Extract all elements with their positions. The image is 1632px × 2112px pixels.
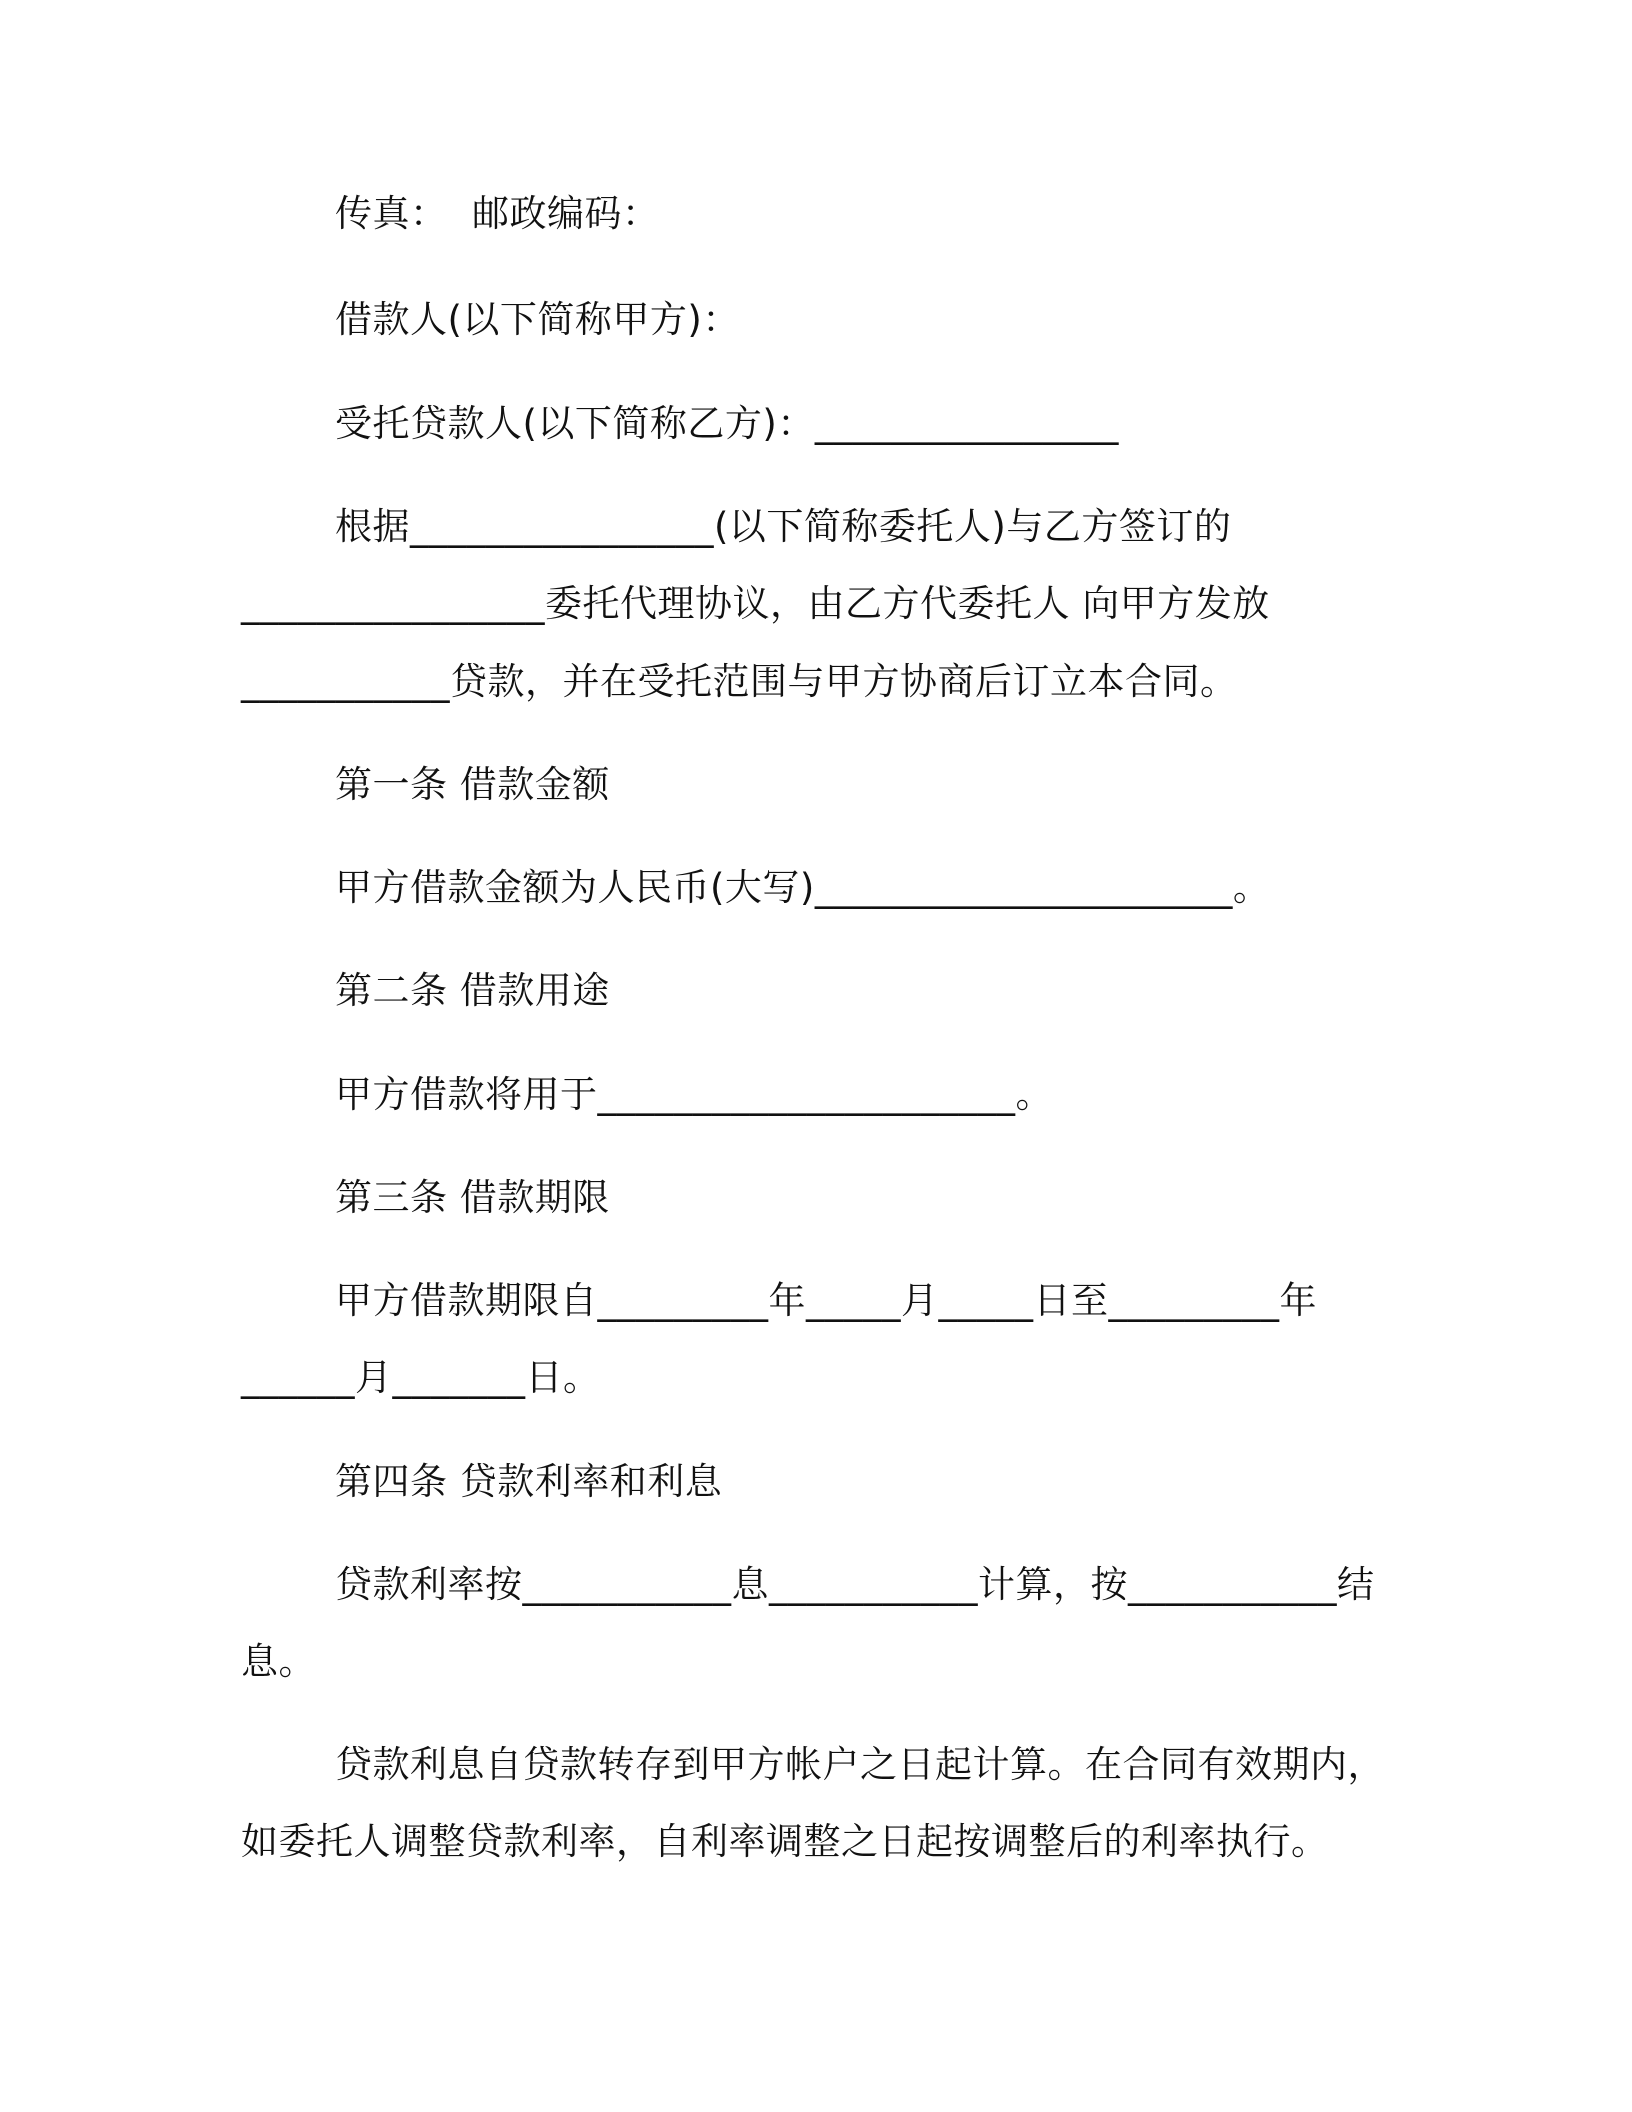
article-3-text-line-2: ______月_______日。 [241,1356,601,1399]
borrower-line: 借款人(以下简称甲方)： [335,298,740,341]
preamble-line-2: ________________委托代理协议，由乙方代委托人 向甲方发放 [241,582,1270,625]
article-4-text-line-1: 贷款利率按___________息___________计算，按___________结 [335,1563,1375,1606]
preamble-line-3: ___________贷款，并在受托范围与甲方协商后订立本合同。 [241,660,1238,703]
article-4-heading: 第四条 贷款利率和利息 [335,1460,723,1503]
article-3-heading: 第三条 借款期限 [335,1176,610,1219]
interest-paragraph-line-2: 如委托人调整贷款利率，自利率调整之日起按调整后的利率执行。 [241,1820,1329,1863]
article-4-text-line-2: 息。 [241,1640,316,1683]
article-1-text: 甲方借款金额为人民币(大写)______________________。 [335,866,1271,909]
article-2-text: 甲方借款将用于______________________。 [335,1073,1053,1116]
interest-paragraph-line-1: 贷款利息自贷款转存到甲方帐户之日起计算。在合同有效期内， [335,1743,1385,1786]
preamble-line-1: 根据________________(以下简称委托人)与乙方签订的 [335,505,1232,548]
article-1-heading: 第一条 借款金额 [335,763,610,806]
article-2-heading: 第二条 借款用途 [335,969,610,1012]
article-3-text-line-1: 甲方借款期限自_________年_____月_____日至_________年 [335,1279,1317,1322]
entrusted-lender-line: 受托贷款人(以下简称乙方)：________________ [335,402,1119,445]
fax-postcode-line: 传真： 邮政编码： [335,192,660,235]
